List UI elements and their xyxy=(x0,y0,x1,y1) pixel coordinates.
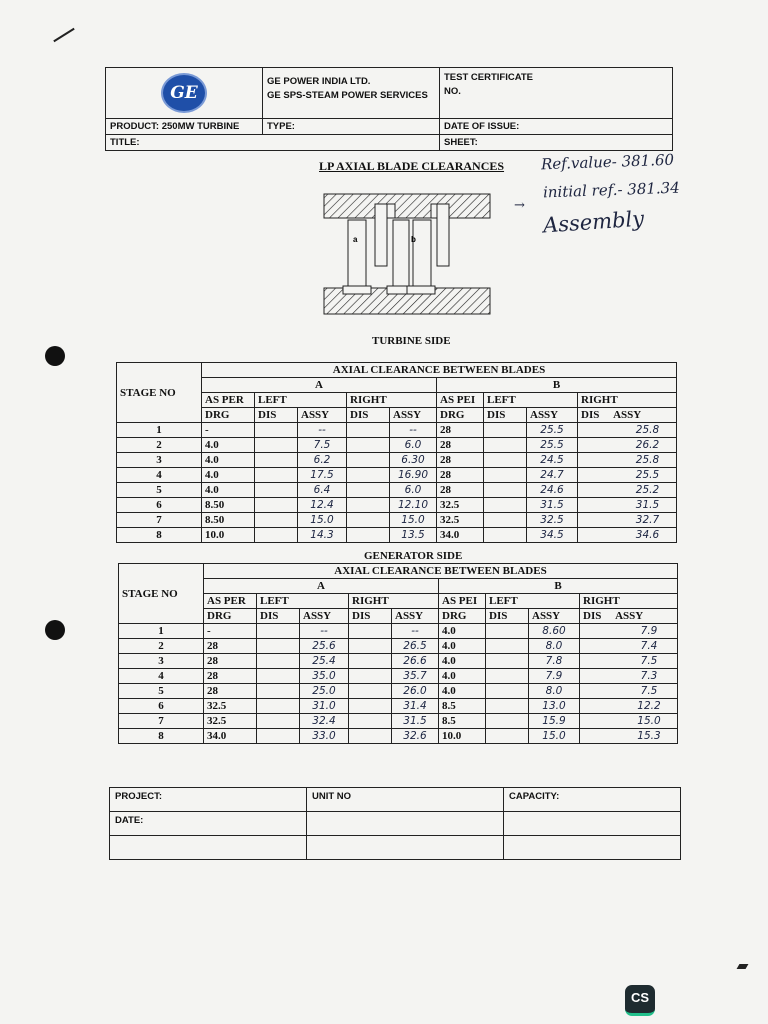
turbine-side-label: TURBINE SIDE xyxy=(372,335,451,347)
table-row xyxy=(117,483,677,498)
a-right-assy-cell: 26.5 xyxy=(392,639,439,654)
blank-cell xyxy=(307,836,504,860)
table-row xyxy=(119,624,678,639)
b-drg-cell: 8.5 xyxy=(439,699,486,714)
b-right-assy-cell: 12.2 xyxy=(580,699,678,714)
b-left-assy-cell: 32.5 xyxy=(527,513,578,528)
a-right-assy-cell: 35.7 xyxy=(392,669,439,684)
b-right-assy-cell: 26.2 xyxy=(578,438,677,453)
a-right-assy-cell: 12.10 xyxy=(390,498,437,513)
a-drg-cell: 28 xyxy=(204,639,257,654)
table-row xyxy=(119,639,678,654)
blank-cell xyxy=(504,812,681,836)
table-row xyxy=(117,468,677,483)
b-left-dis-cell xyxy=(486,729,529,744)
stage-cell: 3 xyxy=(117,453,202,468)
stage-cell: 7 xyxy=(117,513,202,528)
b-drg-cell: 28 xyxy=(437,483,484,498)
stage-cell: 2 xyxy=(119,639,204,654)
right-b-header: RIGHT xyxy=(580,594,678,609)
handwritten-ref-value: Ref.value- 381.60 xyxy=(540,150,675,174)
a-drg-cell: 28 xyxy=(204,684,257,699)
left-b-header: LEFT xyxy=(486,594,580,609)
a-right-dis-cell xyxy=(349,669,392,684)
turbine-side-table xyxy=(116,362,677,543)
b-drg-cell: 8.5 xyxy=(439,714,486,729)
stage-cell: 6 xyxy=(119,699,204,714)
stage-cell: 1 xyxy=(119,624,204,639)
a-left-dis-cell xyxy=(257,714,300,729)
a-left-assy-cell: 6.2 xyxy=(298,453,347,468)
table-row xyxy=(117,528,677,543)
stationary-blade-2 xyxy=(437,204,449,266)
dis-assy-b-right-header: DIS ASSY xyxy=(580,609,678,624)
b-left-assy-cell: 7.9 xyxy=(529,669,580,684)
punch-hole-bottom xyxy=(45,620,65,640)
b-right-assy-cell: 15.3 xyxy=(580,729,678,744)
a-left-dis-cell xyxy=(257,654,300,669)
b-drg-cell: 4.0 xyxy=(439,654,486,669)
a-left-assy-cell: 12.4 xyxy=(298,498,347,513)
handwritten-assembly: Assembly xyxy=(542,206,645,238)
b-left-assy-cell: 24.6 xyxy=(527,483,578,498)
footer-table xyxy=(109,787,681,860)
table-row xyxy=(119,669,678,684)
a-left-dis-cell xyxy=(257,684,300,699)
a-drg-cell: 32.5 xyxy=(204,714,257,729)
a-left-assy-cell: 14.3 xyxy=(298,528,347,543)
blade-a xyxy=(343,220,371,294)
table-row xyxy=(117,513,677,528)
sheet-cell: SHEET: xyxy=(440,135,673,151)
a-right-assy-cell: -- xyxy=(392,624,439,639)
dis-a-left-header: DIS xyxy=(257,609,300,624)
a-left-dis-cell xyxy=(255,498,298,513)
a-left-assy-cell: 7.5 xyxy=(298,438,347,453)
b-drg-cell: 28 xyxy=(437,423,484,438)
a-left-assy-cell: 6.4 xyxy=(298,483,347,498)
a-left-assy-cell: 25.0 xyxy=(300,684,349,699)
a-right-assy-cell: 6.30 xyxy=(390,453,437,468)
b-right-assy-cell: 7.9 xyxy=(580,624,678,639)
generator-side-table xyxy=(118,563,678,744)
date-of-issue-cell: DATE OF ISSUE: xyxy=(440,119,673,135)
stage-cell: 4 xyxy=(117,468,202,483)
a-left-assy-cell: 35.0 xyxy=(300,669,349,684)
dis-b-left-header: DIS xyxy=(484,408,527,423)
stage-cell: 5 xyxy=(119,684,204,699)
test-cert-line-2: NO. xyxy=(444,86,461,97)
company-line-1: GE POWER INDIA LTD. xyxy=(267,76,371,87)
a-drg-cell: 8.50 xyxy=(202,498,255,513)
a-drg-cell: - xyxy=(202,423,255,438)
a-left-dis-cell xyxy=(255,453,298,468)
a-left-assy-cell: 32.4 xyxy=(300,714,349,729)
b-left-dis-cell xyxy=(484,453,527,468)
a-right-dis-cell xyxy=(349,729,392,744)
punch-hole-top xyxy=(45,346,65,366)
table-row xyxy=(119,729,678,744)
a-right-assy-cell: 26.6 xyxy=(392,654,439,669)
stage-cell: 8 xyxy=(117,528,202,543)
a-right-assy-cell: 6.0 xyxy=(390,483,437,498)
blank-cell xyxy=(504,836,681,860)
b-left-dis-cell xyxy=(484,498,527,513)
b-left-dis-cell xyxy=(484,528,527,543)
b-left-dis-cell xyxy=(486,714,529,729)
blank-cell xyxy=(110,836,307,860)
b-left-assy-cell: 13.0 xyxy=(529,699,580,714)
a-left-assy-cell: 25.4 xyxy=(300,654,349,669)
a-drg-cell: 28 xyxy=(204,654,257,669)
a-left-assy-cell: 31.0 xyxy=(300,699,349,714)
table-row xyxy=(119,714,678,729)
a-right-dis-cell xyxy=(347,513,390,528)
a-right-dis-cell xyxy=(347,483,390,498)
b-left-assy-cell: 25.5 xyxy=(527,438,578,453)
b-left-dis-cell xyxy=(486,654,529,669)
b-left-assy-cell: 15.9 xyxy=(529,714,580,729)
stage-cell: 5 xyxy=(117,483,202,498)
a-right-dis-cell xyxy=(347,438,390,453)
b-drg-cell: 4.0 xyxy=(439,639,486,654)
b-left-assy-cell: 31.5 xyxy=(527,498,578,513)
stationary-blade-1 xyxy=(375,204,387,266)
b-drg-cell: 28 xyxy=(437,468,484,483)
test-cert-cell xyxy=(440,68,673,119)
b-right-assy-cell: 25.5 xyxy=(578,468,677,483)
product-cell: PRODUCT: 250MW TURBINE xyxy=(106,119,263,135)
a-drg-cell: - xyxy=(204,624,257,639)
b-drg-cell: 28 xyxy=(437,438,484,453)
stage-cell: 8 xyxy=(119,729,204,744)
a-right-dis-cell xyxy=(349,654,392,669)
group-a-header: A xyxy=(204,579,439,594)
b-left-assy-cell: 8.0 xyxy=(529,639,580,654)
b-right-assy-cell: 32.7 xyxy=(578,513,677,528)
right-b-header: RIGHT xyxy=(578,393,677,408)
a-right-assy-cell: 32.6 xyxy=(392,729,439,744)
a-left-dis-cell xyxy=(255,468,298,483)
b-drg-cell: 28 xyxy=(437,453,484,468)
b-left-dis-cell xyxy=(484,423,527,438)
a-left-dis-cell xyxy=(257,669,300,684)
a-drg-cell: 4.0 xyxy=(202,483,255,498)
a-left-assy-cell: -- xyxy=(298,423,347,438)
group-b-header: B xyxy=(439,579,678,594)
badge-text: CS xyxy=(630,990,650,1005)
dis-a-right-header: DIS xyxy=(349,609,392,624)
group-a-header: A xyxy=(202,378,437,393)
company-cell xyxy=(263,68,440,119)
b-left-assy-cell: 24.5 xyxy=(527,453,578,468)
b-right-assy-cell: 7.5 xyxy=(580,654,678,669)
b-right-assy-cell: 7.3 xyxy=(580,669,678,684)
right-a-header: RIGHT xyxy=(347,393,437,408)
b-drg-cell: 4.0 xyxy=(439,624,486,639)
stage-cell: 2 xyxy=(117,438,202,453)
b-left-dis-cell xyxy=(486,669,529,684)
label-b: b xyxy=(411,235,416,244)
a-right-assy-cell: -- xyxy=(390,423,437,438)
b-left-assy-cell: 8.60 xyxy=(529,624,580,639)
a-drg-cell: 4.0 xyxy=(202,453,255,468)
stage-cell: 4 xyxy=(119,669,204,684)
drg-b-header: DRG xyxy=(437,408,484,423)
a-left-assy-cell: -- xyxy=(300,624,349,639)
b-left-dis-cell xyxy=(484,468,527,483)
as-per-a-header: AS PER xyxy=(202,393,255,408)
pen-mark xyxy=(53,28,74,42)
a-drg-cell: 28 xyxy=(204,669,257,684)
table-row xyxy=(117,438,677,453)
a-left-dis-cell xyxy=(257,729,300,744)
b-left-assy-cell: 7.8 xyxy=(529,654,580,669)
as-per-a-header: AS PER xyxy=(204,594,257,609)
a-right-assy-cell: 16.90 xyxy=(390,468,437,483)
a-right-dis-cell xyxy=(347,423,390,438)
assy-a-right-header: ASSY xyxy=(392,609,439,624)
b-left-assy-cell: 25.5 xyxy=(527,423,578,438)
b-right-assy-cell: 25.8 xyxy=(578,453,677,468)
a-right-dis-cell xyxy=(349,684,392,699)
b-right-assy-cell: 31.5 xyxy=(578,498,677,513)
capacity-cell: CAPACITY: xyxy=(504,788,681,812)
company-line-2: GE SPS-STEAM POWER SERVICES xyxy=(267,90,428,101)
a-left-dis-cell xyxy=(255,528,298,543)
b-drg-cell: 32.5 xyxy=(437,498,484,513)
dis-a-right-header: DIS xyxy=(347,408,390,423)
b-drg-cell: 4.0 xyxy=(439,669,486,684)
a-left-dis-cell xyxy=(255,438,298,453)
b-left-assy-cell: 24.7 xyxy=(527,468,578,483)
as-per-b-header: AS PEI xyxy=(439,594,486,609)
a-drg-cell: 10.0 xyxy=(202,528,255,543)
a-drg-cell: 4.0 xyxy=(202,468,255,483)
assy-a-left-header: ASSY xyxy=(300,609,349,624)
a-left-dis-cell xyxy=(255,423,298,438)
b-left-dis-cell xyxy=(484,483,527,498)
b-drg-cell: 32.5 xyxy=(437,513,484,528)
stage-no-header: STAGE NO xyxy=(119,564,204,624)
logo-cell xyxy=(106,68,263,119)
b-left-assy-cell: 15.0 xyxy=(529,729,580,744)
b-drg-cell: 4.0 xyxy=(439,684,486,699)
drg-a-header: DRG xyxy=(202,408,255,423)
project-cell: PROJECT: xyxy=(110,788,307,812)
a-right-assy-cell: 6.0 xyxy=(390,438,437,453)
axial-clearance-title: AXIAL CLEARANCE BETWEEN BLADES xyxy=(202,363,677,378)
b-left-dis-cell xyxy=(484,438,527,453)
date-cell: DATE: xyxy=(110,812,307,836)
as-per-b-header: AS PEI xyxy=(437,393,484,408)
table-row xyxy=(117,423,677,438)
table-row xyxy=(117,453,677,468)
ge-logo-icon: GE xyxy=(161,73,207,113)
a-left-dis-cell xyxy=(255,513,298,528)
a-left-assy-cell: 15.0 xyxy=(298,513,347,528)
dis-a-left-header: DIS xyxy=(255,408,298,423)
a-left-assy-cell: 25.6 xyxy=(300,639,349,654)
stage-cell: 6 xyxy=(117,498,202,513)
b-left-assy-cell: 8.0 xyxy=(529,684,580,699)
a-right-dis-cell xyxy=(347,498,390,513)
drg-a-header: DRG xyxy=(204,609,257,624)
casing-top xyxy=(324,194,490,218)
blade-clearance-diagram xyxy=(323,190,493,318)
a-right-assy-cell: 13.5 xyxy=(390,528,437,543)
a-drg-cell: 32.5 xyxy=(204,699,257,714)
title-cell: TITLE: xyxy=(106,135,440,151)
drg-b-header: DRG xyxy=(439,609,486,624)
a-right-dis-cell xyxy=(349,714,392,729)
b-left-dis-cell xyxy=(486,624,529,639)
b-left-dis-cell xyxy=(484,513,527,528)
a-left-dis-cell xyxy=(257,639,300,654)
a-right-assy-cell: 31.4 xyxy=(392,699,439,714)
b-left-dis-cell xyxy=(486,699,529,714)
assy-a-left-header: ASSY xyxy=(298,408,347,423)
b-right-assy-cell: 15.0 xyxy=(580,714,678,729)
stage-cell: 3 xyxy=(119,654,204,669)
blank-cell xyxy=(307,812,504,836)
doc-title: LP AXIAL BLADE CLEARANCES xyxy=(319,159,505,173)
a-left-assy-cell: 33.0 xyxy=(300,729,349,744)
unit-no-cell: UNIT NO xyxy=(307,788,504,812)
b-right-assy-cell: 7.5 xyxy=(580,684,678,699)
test-cert-line-1: TEST CERTIFICATE xyxy=(444,72,534,83)
a-left-dis-cell xyxy=(257,624,300,639)
a-right-dis-cell xyxy=(349,639,392,654)
label-a: a xyxy=(353,235,358,244)
b-right-assy-cell: 25.8 xyxy=(578,423,677,438)
stage-cell: 7 xyxy=(119,714,204,729)
header-table xyxy=(105,67,673,151)
camscanner-badge-icon xyxy=(625,985,655,1016)
left-b-header: LEFT xyxy=(484,393,578,408)
corner-mark xyxy=(737,964,749,969)
a-right-dis-cell xyxy=(347,468,390,483)
a-right-assy-cell: 31.5 xyxy=(392,714,439,729)
a-right-assy-cell: 26.0 xyxy=(392,684,439,699)
b-drg-cell: 34.0 xyxy=(437,528,484,543)
a-left-assy-cell: 17.5 xyxy=(298,468,347,483)
a-drg-cell: 8.50 xyxy=(202,513,255,528)
assy-b-left-header: ASSY xyxy=(527,408,578,423)
table-row xyxy=(119,699,678,714)
a-right-dis-cell xyxy=(347,453,390,468)
b-right-assy-cell: 34.6 xyxy=(578,528,677,543)
b-drg-cell: 10.0 xyxy=(439,729,486,744)
group-b-header: B xyxy=(437,378,677,393)
blade-mid xyxy=(387,220,415,294)
a-left-dis-cell xyxy=(257,699,300,714)
stage-no-header: STAGE NO xyxy=(117,363,202,423)
a-left-dis-cell xyxy=(255,483,298,498)
left-a-header: LEFT xyxy=(257,594,349,609)
a-right-dis-cell xyxy=(349,624,392,639)
generator-side-label: GENERATOR SIDE xyxy=(364,550,463,562)
table-row xyxy=(119,684,678,699)
handwritten-initial-ref: initial ref.- 381.34 xyxy=(542,178,681,202)
b-right-assy-cell: 7.4 xyxy=(580,639,678,654)
a-right-assy-cell: 15.0 xyxy=(390,513,437,528)
type-cell: TYPE: xyxy=(263,119,440,135)
handwritten-arrow: → xyxy=(514,198,525,213)
assy-b-left-header: ASSY xyxy=(529,609,580,624)
a-drg-cell: 4.0 xyxy=(202,438,255,453)
dis-assy-b-right-header: DIS ASSY xyxy=(578,408,677,423)
stage-cell: 1 xyxy=(117,423,202,438)
b-left-assy-cell: 34.5 xyxy=(527,528,578,543)
right-a-header: RIGHT xyxy=(349,594,439,609)
left-a-header: LEFT xyxy=(255,393,347,408)
table-row xyxy=(119,654,678,669)
dis-b-left-header: DIS xyxy=(486,609,529,624)
table-row xyxy=(117,498,677,513)
a-drg-cell: 34.0 xyxy=(204,729,257,744)
axial-clearance-title: AXIAL CLEARANCE BETWEEN BLADES xyxy=(204,564,678,579)
assy-a-right-header: ASSY xyxy=(390,408,437,423)
a-right-dis-cell xyxy=(349,699,392,714)
b-left-dis-cell xyxy=(486,684,529,699)
b-left-dis-cell xyxy=(486,639,529,654)
blade-b xyxy=(407,220,435,294)
a-right-dis-cell xyxy=(347,528,390,543)
b-right-assy-cell: 25.2 xyxy=(578,483,677,498)
